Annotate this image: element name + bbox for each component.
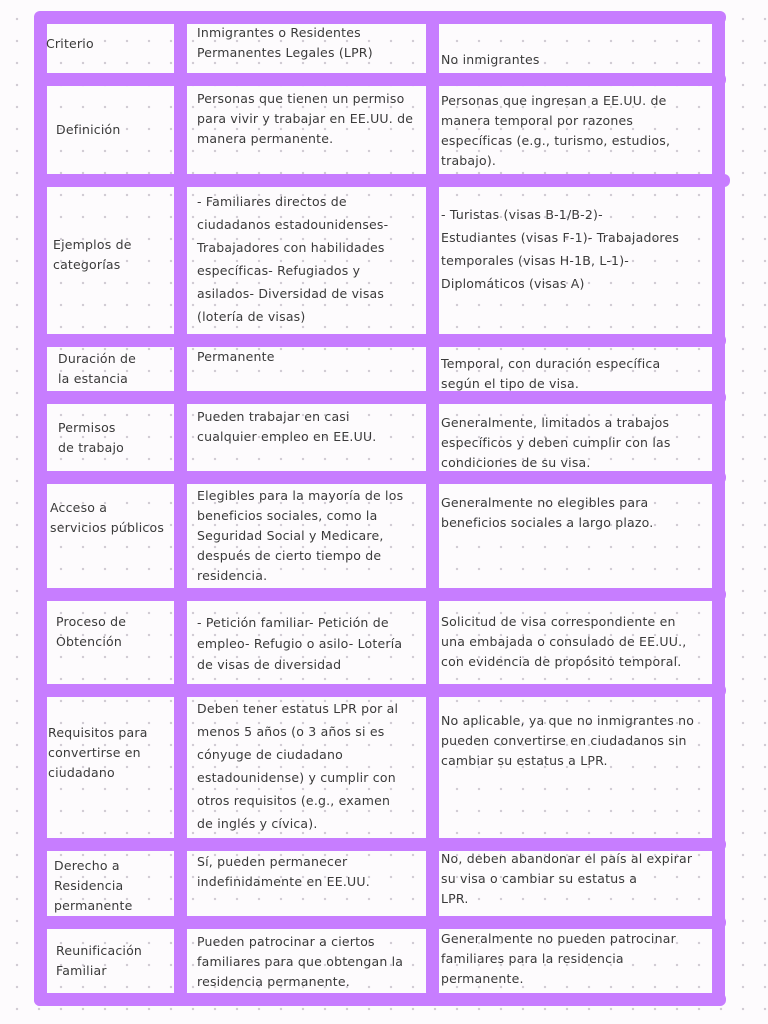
row-no-cell: Temporal, con duración específica según el tipo de visa. (441, 356, 661, 391)
row-label: Derecho a Residencia permanente (54, 858, 133, 913)
grid-line-horizontal (34, 684, 726, 697)
row-no-cell: Solicitud de visa correspondiente en una embajada o consulado de EE.UU., con evidencia de propósito temporal. (441, 614, 687, 669)
grid-line-horizontal (34, 993, 726, 1006)
row-lpr-cell: Elegibles para la mayoría de los beneficios sociales, como la Seguridad Social y Medicare, después de cierto tiempo de residencia. (197, 488, 404, 583)
grid-line-horizontal (38, 174, 730, 187)
row-no-cell: No aplicable, ya que no inmigrantes no pueden convertirse en ciudadanos sin cambiar su estatus a LPR. (441, 713, 695, 768)
row-lpr-cell: Sí, pueden permanecer indefinidamente en EE.UU. (197, 854, 370, 889)
grid-line-horizontal (34, 916, 726, 929)
row-lpr-cell: Permanente (197, 349, 275, 364)
grid-line-vertical (712, 12, 725, 1006)
row-label: Requisitos para convertirse en ciudadano (48, 725, 148, 780)
header-criterio: Criterio (46, 36, 94, 51)
grid-line-horizontal (34, 334, 726, 347)
row-label: Proceso de Obtención (56, 614, 127, 649)
row-lpr-cell: - Familiares directos de ciudadanos estadounidenses- Trabajadores con habilidades específicas- Refugiados y asilados- Diversidad de visas (lotería de visas) (197, 194, 389, 324)
row-lpr-cell: Personas que tienen un permiso para vivir y trabajar en EE.UU. de manera permanente. (197, 91, 414, 146)
row-no-cell: Personas que ingresan a EE.UU. de manera temporal por razones específicas (e.g., turismo, estudios, trabajo). (441, 93, 671, 168)
row-lpr-cell: - Petición familiar- Petición de empleo- Refugio o asilo- Lotería de visas de diversidad (197, 615, 403, 672)
header-no-inmigrantes: No inmigrantes (441, 52, 540, 67)
row-label: Definición (56, 122, 121, 137)
row-label: Acceso a servicios públicos (50, 500, 165, 535)
row-label: Reunificación Familiar (56, 943, 143, 978)
grid-line-vertical (34, 12, 47, 1006)
row-label: Ejemplos de categorías (53, 237, 132, 272)
row-lpr-cell: Deben tener estatus LPR por al menos 5 años (o 3 años si es cónyuge de ciudadano estadounidense) y cumplir con otros requisitos (e.g., examen de inglés y cívica). (197, 701, 399, 831)
row-no-cell: No, deben abandonar el país al expirar su visa o cambiar su estatus a LPR. (441, 851, 693, 906)
row-no-cell: Generalmente no pueden patrocinar familiares para la residencia permanente. (441, 931, 676, 986)
row-lpr-cell: Pueden patrocinar a ciertos familiares para que obtengan la residencia permanente. (197, 934, 404, 989)
row-no-cell: Generalmente, limitados a trabajos específicos y deben cumplir con las condiciones de su visa. (441, 415, 671, 470)
row-no-cell: Generalmente no elegibles para beneficios sociales a largo plazo. (441, 495, 654, 530)
grid-line-horizontal (34, 73, 726, 86)
header-lpr: Inmigrantes o Residentes Permanentes Legales (LPR) (197, 25, 373, 60)
grid-line-horizontal (34, 588, 726, 601)
row-label: Duración de la estancia (58, 351, 137, 386)
row-label: Permisos de trabajo (58, 420, 125, 455)
row-lpr-cell: Pueden trabajar en casi cualquier empleo en EE.UU. (197, 409, 377, 444)
row-no-cell: - Turistas (visas B-1/B-2)- Estudiantes (visas F-1)- Trabajadores temporales (visas H-1B, L-1)- Diplomáticos (visas A) (441, 207, 680, 291)
grid-line-horizontal (34, 11, 726, 24)
